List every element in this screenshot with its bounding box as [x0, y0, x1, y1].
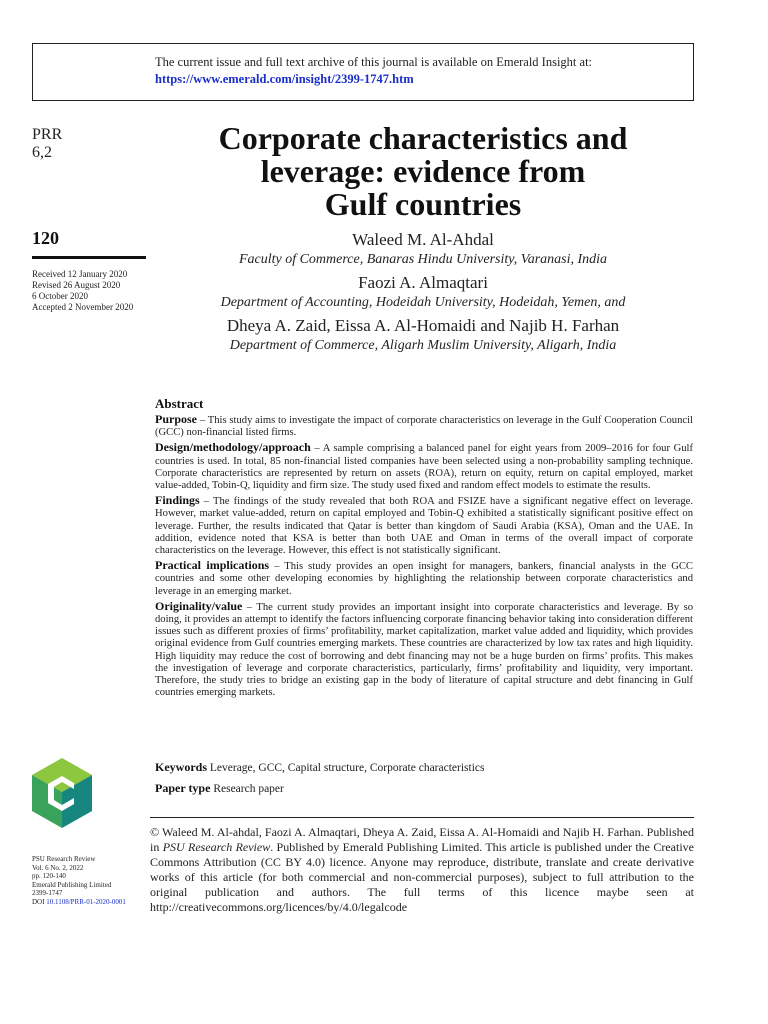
author-affiliation: Department of Accounting, Hodeidah University, Hodeidah, Yemen, and	[220, 295, 626, 310]
findings-label: Findings	[155, 493, 200, 508]
practical-text: – This study provides an open insight for managers, bankers, financial analysts in the GCC countries and some other developing economies by highlighting the relationship between corporate characteristics and leverage in an emerging market.	[155, 561, 693, 597]
journal-archive-link[interactable]: https://www.emerald.com/insight/2399-1747.htm	[155, 72, 414, 86]
page-range: pp. 120-140	[32, 872, 66, 880]
practical-label: Practical implications	[155, 558, 270, 573]
revised-date: Revised 26 August 2020	[32, 280, 121, 290]
article-history	[32, 269, 133, 313]
title-line: Corporate characteristics and	[218, 120, 628, 156]
author-name: Dheya A. Zaid, Eissa A. Al-Homaidi and Najib H. Farhan	[226, 316, 620, 335]
author-affiliation: Faculty of Commerce, Banaras Hindu University, Varanasi, India	[238, 252, 608, 267]
abstract-findings	[155, 494, 693, 557]
journal-abbreviation	[32, 126, 62, 162]
purpose-label: Purpose	[155, 412, 197, 426]
archive-notice-box	[32, 43, 694, 101]
received-date: Received 12 January 2020	[32, 269, 128, 279]
author-affiliation: Department of Commerce, Aligarh Muslim University, Aligarh, India	[229, 338, 617, 353]
keywords-label: Keywords	[155, 760, 207, 774]
abstract-section	[155, 396, 693, 701]
volume-info: Vol. 6 No. 2, 2022	[32, 863, 84, 872]
author-name: Faozi A. Almaqtari	[358, 273, 488, 292]
doi	[32, 898, 126, 907]
paper-type-text: Research paper	[210, 783, 284, 795]
page-number: 120	[32, 228, 59, 248]
abstract-heading: Abstract	[155, 396, 204, 411]
revised-date-2: 6 October 2020	[32, 291, 88, 301]
author-name: Waleed M. Al-Ahdal	[352, 230, 494, 249]
volume-issue: 6,2	[32, 144, 52, 161]
license-journal-name: PSU Research Review	[162, 840, 271, 854]
issn: 2399-1747	[32, 889, 63, 897]
publisher: Emerald Publishing Limited	[32, 880, 112, 889]
journal-abbrev: PRR	[32, 126, 63, 143]
design-label: Design/methodology/approach	[155, 440, 311, 455]
abstract-design	[155, 441, 693, 492]
doi-label: DOI	[32, 897, 45, 906]
article-title	[150, 122, 696, 221]
license-text: . Published by Emerald Publishing Limited. This article is published under the Creative Commons Attribution (CC BY 4.0) licence. Anyone may reproduce, distribute, translate and create derivative works of this article (for both commercial and non-commercial purposes), subject to full attribution to the original publication and authors. The full terms of this licence maybe seen at http://creativecommons.org/licences/by/4.0/legalcode	[150, 840, 694, 914]
license-notice	[150, 825, 694, 915]
paper-type-label: Paper type	[155, 781, 211, 795]
license-divider	[150, 817, 694, 818]
findings-text: – The findings of the study revealed that both ROA and FSIZE have a significant negative effect on leverage. However, market value-added, return on capital employed and Tobin-Q exhibited a statistically significant positive effect on leverage. Further, the results indicated that Qatar is better than kingdom of Saudi Arabia (KSA), Oman and the UAE. In addition, evidence noted that KSA is better than both UAE and Oman in terms of the overall impact of corporate characteristics on the leverage. However, this effect is not statistically significant.	[155, 496, 693, 557]
accepted-date: Accepted 2 November 2020	[32, 302, 134, 312]
title-line: Gulf countries	[324, 186, 522, 222]
license-text: © Waleed M. Al-ahdal, Faozi A. Almaqtari, Dheya A. Zaid, Eissa A. Al-Homaidi and Najib H. Farhan. Published in	[150, 825, 694, 854]
margin-divider	[32, 256, 146, 259]
publication-info	[32, 855, 126, 906]
journal-name: PSU Research Review	[32, 855, 96, 863]
originality-label: Originality/value	[155, 598, 243, 613]
purpose-text: – This study aims to investigate the impact of corporate characteristics on leverage in the Gulf Cooperation Council (GCC) non-financial listed firms.	[155, 415, 693, 439]
design-text: – A sample comprising a balanced panel for eight years from 2009–2016 for four Gulf countries is used. In total, 85 non-financial listed companies have been selected using a non-probability sampling technique. Corporate characteristics are represented by return on assets (ROA), return on equity, return on capital employed, market value-added, Tobin-Q, liquidity and firm size. The study used fixed and random effect models to estimate the results.	[155, 443, 693, 492]
author-block	[150, 229, 696, 358]
doi-link[interactable]: 10.1108/PRR-01-2020-0001	[46, 897, 126, 906]
archive-notice-text: The current issue and full text archive of this journal is available on Emerald Insight at:	[155, 55, 593, 69]
emerald-logo-icon	[30, 756, 94, 830]
keywords-text: Leverage, GCC, Capital structure, Corporate characteristics	[207, 762, 485, 774]
paper-type	[155, 781, 284, 796]
keywords	[155, 760, 485, 775]
abstract-purpose	[155, 413, 693, 439]
title-line: leverage: evidence from	[260, 153, 586, 189]
originality-text: – The current study provides an important insight into corporate characteristics and leverage. By so doing, it provides an attempt to identify the factors influencing corporate financing behavior taking into consideration different issues such as different proxies of firms’ profitability, market capitalization, market value added and liquidity, which provides original evidence from Gulf countries emerging markets. These countries are characterized by low tax rates and high liquidity. High liquidity may reduce the cost of borrowing and debt financing may not be a huge burden on firms’ profits. This makes the investigation of leverage and corporate characteristics, particularly, firms’ profitability and liquidity, very important. Therefore, the study tries to bridge an existing gap in the body of literature of capital structure and debt financing in Gulf countries emerging markets.	[155, 601, 693, 699]
abstract-originality	[155, 600, 693, 700]
abstract-practical	[155, 559, 693, 598]
